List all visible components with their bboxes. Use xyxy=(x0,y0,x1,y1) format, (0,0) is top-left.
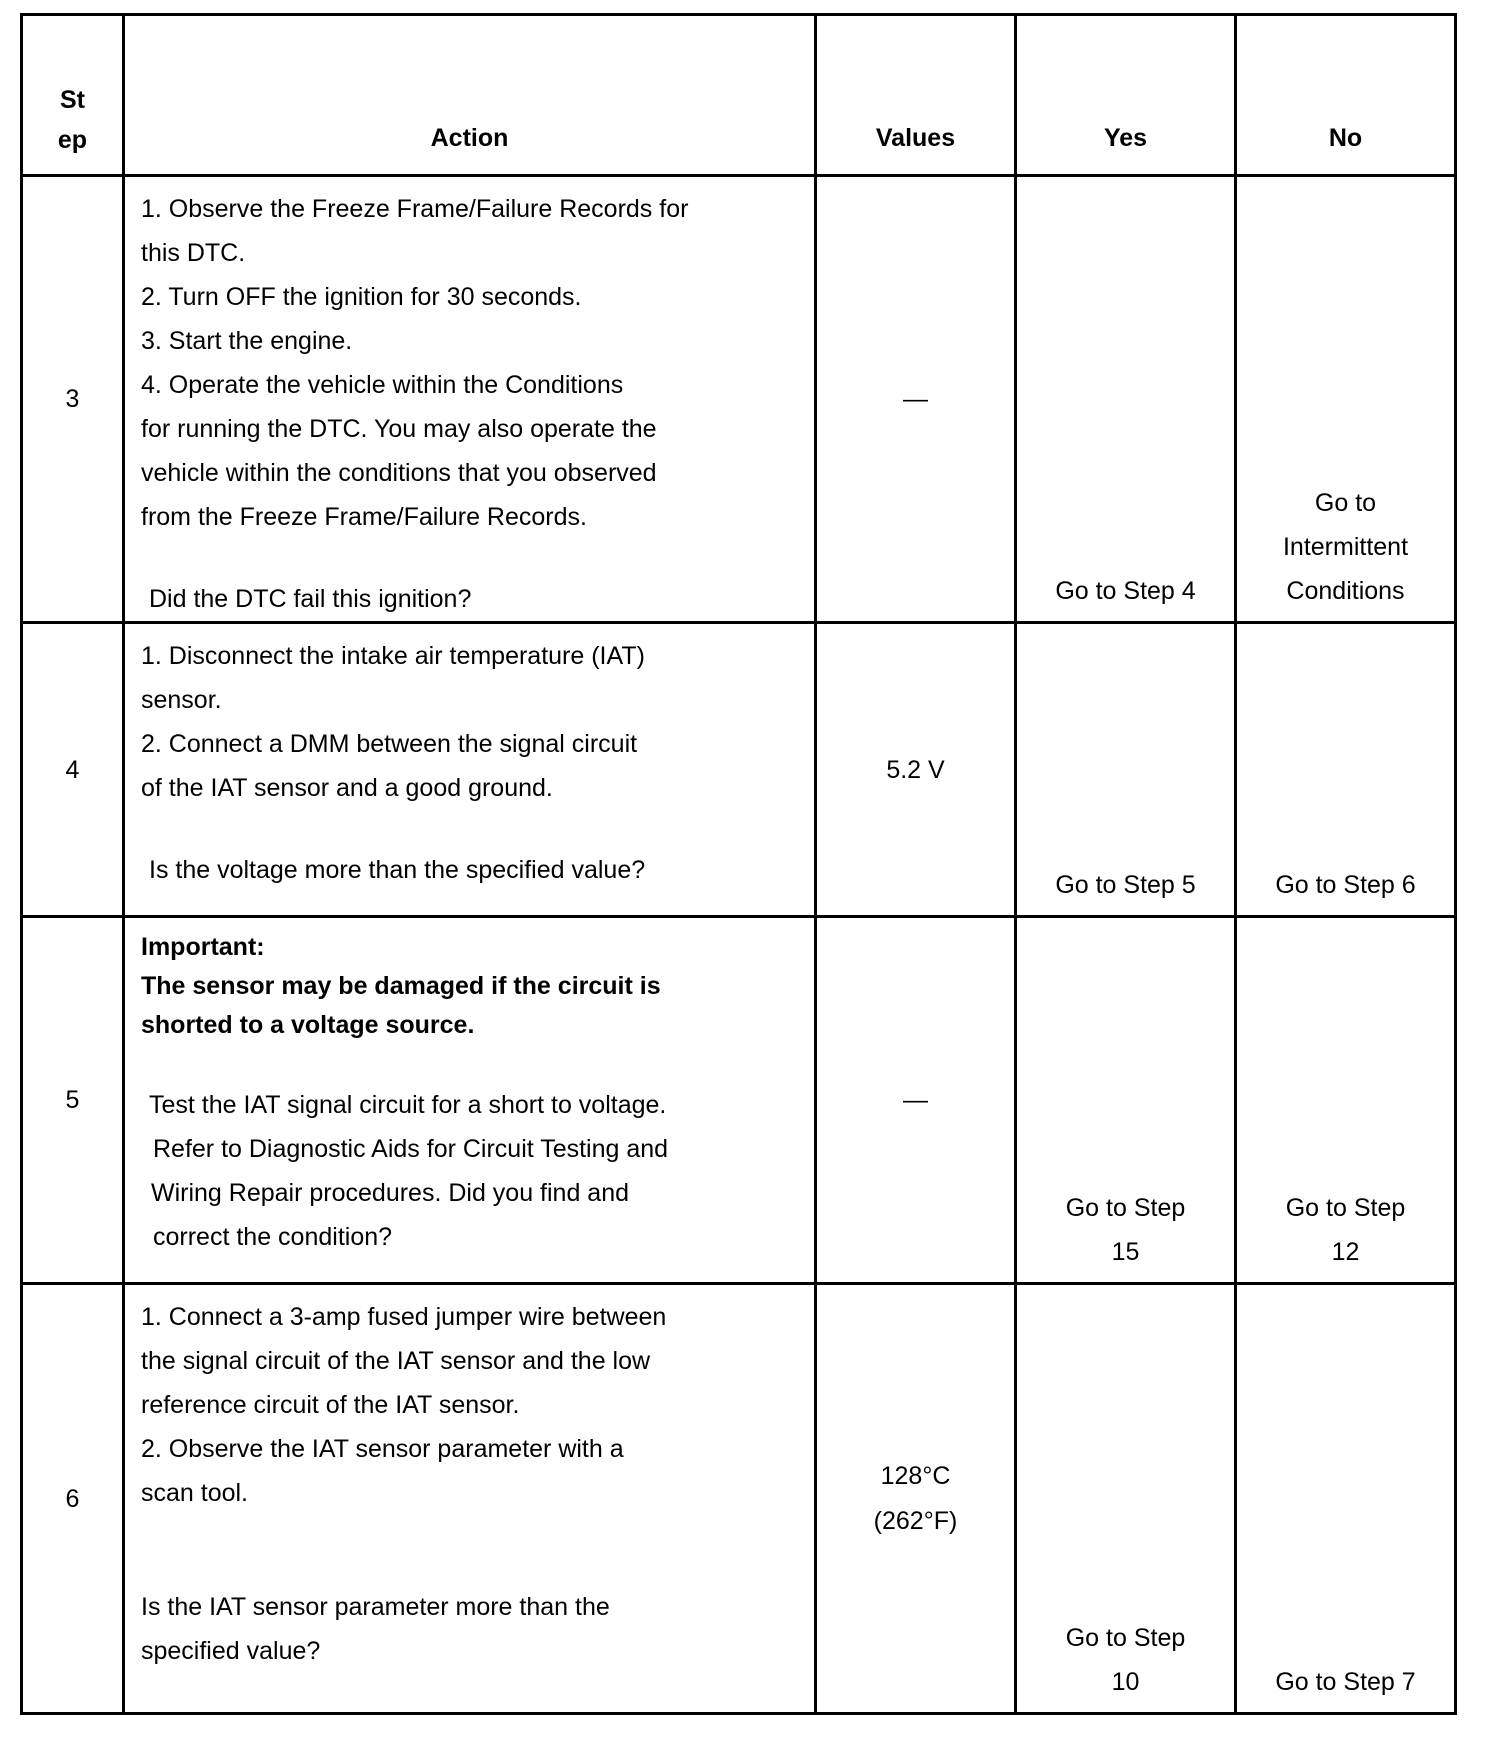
action-line: 1. Observe the Freeze Frame/Failure Records for xyxy=(141,195,689,223)
yes-cell: Go to Step 10 xyxy=(1016,1284,1236,1714)
no-cell: Go to Intermittent Conditions xyxy=(1236,176,1456,623)
table-row xyxy=(22,623,1456,917)
action-cell xyxy=(124,1284,816,1714)
table-row xyxy=(22,176,1456,623)
header-step: St ep xyxy=(22,15,124,176)
action-line: 3. Start the engine. xyxy=(141,327,353,355)
action-line: this DTC. xyxy=(141,239,246,267)
table-row xyxy=(22,1284,1456,1714)
step-number: 6 xyxy=(22,1284,124,1714)
header-values: Values xyxy=(816,15,1016,176)
action-line: reference circuit of the IAT sensor. xyxy=(141,1391,520,1419)
action-line: 2. Connect a DMM between the signal circuit xyxy=(141,730,638,758)
action-question: Is the voltage more than the specified value? xyxy=(149,856,646,884)
values-cell: — xyxy=(816,917,1016,1284)
action-line: of the IAT sensor and a good ground. xyxy=(141,774,553,802)
yes-cell: Go to Step 5 xyxy=(1016,623,1236,917)
action-line: vehicle within the conditions that you observed xyxy=(141,459,657,487)
no-cell: Go to Step 12 xyxy=(1236,917,1456,1284)
header-no: No xyxy=(1236,15,1456,176)
action-line: from the Freeze Frame/Failure Records. xyxy=(141,503,587,531)
important-label: Important: xyxy=(141,933,265,961)
action-line: Wiring Repair procedures. Did you find and xyxy=(151,1179,630,1207)
step-number: 4 xyxy=(22,623,124,917)
action-cell xyxy=(124,176,816,623)
header-action: Action xyxy=(124,15,816,176)
header-yes: Yes xyxy=(1016,15,1236,176)
important-text: The sensor may be damaged if the circuit is shorted to a voltage source. xyxy=(141,972,661,1039)
values-cell: — xyxy=(816,176,1016,623)
values-cell: 128°C (262°F) xyxy=(816,1284,1016,1714)
action-line: 2. Observe the IAT sensor parameter with a xyxy=(141,1435,624,1463)
step-number: 3 xyxy=(22,176,124,623)
action-question: Did the DTC fail this ignition? xyxy=(149,585,472,613)
no-cell: Go to Step 6 xyxy=(1236,623,1456,917)
action-line: scan tool. xyxy=(141,1479,249,1507)
action-line: Test the IAT signal circuit for a short to voltage. xyxy=(149,1091,667,1119)
action-line: the signal circuit of the IAT sensor and the low xyxy=(141,1347,651,1375)
diagnostic-table xyxy=(20,13,1457,1715)
no-cell: Go to Step 7 xyxy=(1236,1284,1456,1714)
action-cell xyxy=(124,917,816,1284)
step-number: 5 xyxy=(22,917,124,1284)
values-cell: 5.2 V xyxy=(816,623,1016,917)
action-cell xyxy=(124,623,816,917)
yes-cell: Go to Step 4 xyxy=(1016,176,1236,623)
diagnostic-table-wrapper xyxy=(20,13,1457,1715)
action-line: 2. Turn OFF the ignition for 30 seconds. xyxy=(141,283,582,311)
action-line: for running the DTC. You may also operate the xyxy=(141,415,657,443)
table-row xyxy=(22,917,1456,1284)
action-line: correct the condition? xyxy=(153,1223,393,1251)
action-question: Is the IAT sensor parameter more than the specified value? xyxy=(141,1593,610,1665)
action-line: 1. Disconnect the intake air temperature (IAT) xyxy=(141,642,645,670)
action-line: Refer to Diagnostic Aids for Circuit Testing and xyxy=(153,1135,669,1163)
yes-cell: Go to Step 15 xyxy=(1016,917,1236,1284)
header-row xyxy=(22,15,1456,176)
action-line: 1. Connect a 3-amp fused jumper wire between xyxy=(141,1303,667,1331)
action-line: 4. Operate the vehicle within the Conditions xyxy=(141,371,624,399)
action-line: sensor. xyxy=(141,686,222,714)
